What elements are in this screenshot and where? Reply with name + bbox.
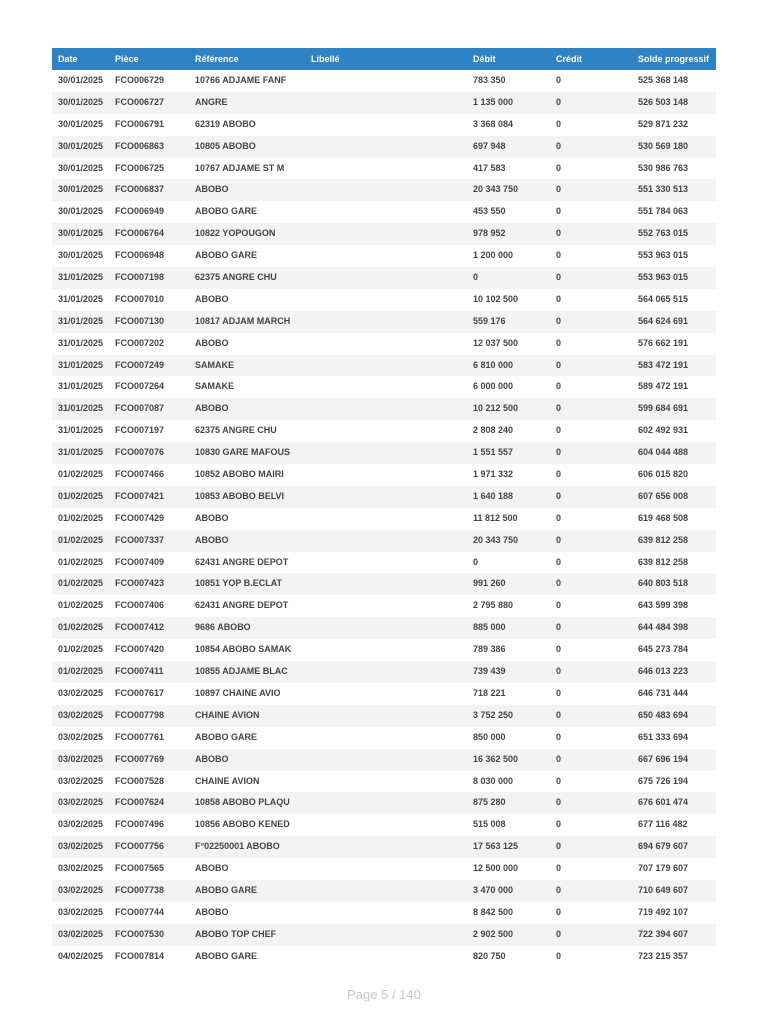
cell-debit: 12 037 500 xyxy=(473,337,519,348)
cell-solde: 643 599 398 xyxy=(638,600,689,611)
cell-solde: 719 492 107 xyxy=(638,906,689,917)
table-row xyxy=(52,902,716,924)
table-row xyxy=(52,814,716,836)
cell-date: 01/02/2025 xyxy=(58,666,104,677)
cell-credit: 0 xyxy=(556,315,562,326)
cell-reference: 62319 ABOBO xyxy=(195,118,256,129)
ledger-table xyxy=(52,48,716,968)
cell-date: 03/02/2025 xyxy=(58,775,104,786)
table-row xyxy=(52,727,716,749)
cell-solde: 607 656 008 xyxy=(638,490,689,501)
cell-reference: ABOBO xyxy=(195,906,229,917)
cell-solde: 604 044 488 xyxy=(638,447,689,458)
cell-credit: 0 xyxy=(556,666,562,677)
cell-reference: ABOBO GARE xyxy=(195,950,258,961)
cell-credit: 0 xyxy=(556,622,562,633)
cell-date: 30/01/2025 xyxy=(58,228,104,239)
cell-solde: 564 624 691 xyxy=(638,315,689,326)
cell-reference: ABOBO GARE xyxy=(195,731,258,742)
cell-reference: F°02250001 ABOBO xyxy=(195,841,280,852)
cell-date: 03/02/2025 xyxy=(58,731,104,742)
cell-reference: SAMAKE xyxy=(195,381,235,392)
cell-piece: FCO006764 xyxy=(115,228,165,239)
cell-reference: ABOBO GARE xyxy=(195,250,258,261)
cell-solde: 707 179 607 xyxy=(638,863,689,874)
cell-debit: 3 752 250 xyxy=(473,709,514,720)
cell-date: 01/02/2025 xyxy=(58,600,104,611)
cell-piece: FCO007565 xyxy=(115,863,165,874)
cell-credit: 0 xyxy=(556,884,562,895)
cell-reference: 10822 YOPOUGON xyxy=(195,228,276,239)
cell-credit: 0 xyxy=(556,600,562,611)
cell-piece: FCO007130 xyxy=(115,315,165,326)
cell-piece: FCO007412 xyxy=(115,622,165,633)
cell-reference: 10855 ADJAME BLAC xyxy=(195,666,288,677)
table-row xyxy=(52,311,716,333)
cell-reference: 10767 ADJAME ST M xyxy=(195,162,285,173)
table-row xyxy=(52,771,716,793)
cell-reference: 10897 CHAINE AVIO xyxy=(195,687,281,698)
cell-solde: 677 116 482 xyxy=(638,819,688,830)
cell-solde: 675 726 194 xyxy=(638,775,689,786)
cell-piece: FCO007076 xyxy=(115,447,165,458)
cell-debit: 0 xyxy=(473,556,479,567)
cell-piece: FCO007528 xyxy=(115,775,165,786)
table-row xyxy=(52,376,716,398)
cell-piece: FCO007420 xyxy=(115,644,165,655)
table-row xyxy=(52,705,716,727)
cell-piece: FCO007197 xyxy=(115,425,165,436)
cell-credit: 0 xyxy=(556,184,562,195)
cell-piece: FCO006949 xyxy=(115,206,165,217)
cell-date: 03/02/2025 xyxy=(58,753,104,764)
cell-debit: 6 000 000 xyxy=(473,381,514,392)
cell-solde: 676 601 474 xyxy=(638,797,689,808)
cell-debit: 3 368 084 xyxy=(473,118,514,129)
cell-debit: 0 xyxy=(473,272,479,283)
table-row xyxy=(52,836,716,858)
table-body xyxy=(52,70,716,968)
cell-piece: FCO007087 xyxy=(115,403,165,414)
table-row xyxy=(52,114,716,136)
cell-debit: 1 971 332 xyxy=(473,469,514,480)
cell-solde: 639 812 258 xyxy=(638,556,689,567)
cell-reference: 10805 ABOBO xyxy=(195,140,256,151)
cell-debit: 453 550 xyxy=(473,206,506,217)
cell-reference: ABOBO GARE xyxy=(195,884,258,895)
cell-credit: 0 xyxy=(556,906,562,917)
cell-solde: 551 784 063 xyxy=(638,206,689,217)
cell-piece: FCO007756 xyxy=(115,841,165,852)
header-credit: Crédit xyxy=(556,54,583,64)
cell-credit: 0 xyxy=(556,469,562,480)
cell-piece: FCO007530 xyxy=(115,928,165,939)
cell-reference: ABOBO xyxy=(195,534,229,545)
cell-piece: FCO007617 xyxy=(115,687,165,698)
cell-piece: FCO007010 xyxy=(115,293,165,304)
table-row xyxy=(52,595,716,617)
cell-credit: 0 xyxy=(556,753,562,764)
cell-debit: 20 343 750 xyxy=(473,534,519,545)
cell-date: 31/01/2025 xyxy=(58,381,104,392)
table-row xyxy=(52,858,716,880)
cell-date: 31/01/2025 xyxy=(58,425,104,436)
cell-credit: 0 xyxy=(556,534,562,545)
cell-credit: 0 xyxy=(556,950,562,961)
cell-date: 03/02/2025 xyxy=(58,709,104,720)
cell-debit: 515 008 xyxy=(473,819,506,830)
cell-date: 01/02/2025 xyxy=(58,556,104,567)
cell-solde: 644 484 398 xyxy=(638,622,689,633)
cell-credit: 0 xyxy=(556,140,562,151)
table-row xyxy=(52,70,716,92)
cell-debit: 1 200 000 xyxy=(473,250,514,261)
cell-solde: 639 812 258 xyxy=(638,534,689,545)
table-row xyxy=(52,245,716,267)
cell-piece: FCO007249 xyxy=(115,359,165,370)
cell-debit: 1 551 557 xyxy=(473,447,514,458)
cell-piece: FCO007814 xyxy=(115,950,165,961)
cell-credit: 0 xyxy=(556,206,562,217)
cell-credit: 0 xyxy=(556,841,562,852)
cell-reference: SAMAKE xyxy=(195,359,235,370)
cell-piece: FCO007411 xyxy=(115,666,164,677)
cell-reference: 62431 ANGRE DEPOT xyxy=(195,600,289,611)
cell-debit: 10 212 500 xyxy=(473,403,519,414)
cell-credit: 0 xyxy=(556,819,562,830)
cell-debit: 991 260 xyxy=(473,578,506,589)
cell-credit: 0 xyxy=(556,556,562,567)
cell-debit: 739 439 xyxy=(473,666,506,677)
cell-credit: 0 xyxy=(556,709,562,720)
table-row xyxy=(52,946,716,968)
cell-reference: ABOBO xyxy=(195,512,229,523)
cell-credit: 0 xyxy=(556,162,562,173)
cell-credit: 0 xyxy=(556,644,562,655)
table-header xyxy=(52,48,716,70)
cell-debit: 783 350 xyxy=(473,75,506,85)
cell-debit: 850 000 xyxy=(473,731,506,742)
cell-credit: 0 xyxy=(556,731,562,742)
cell-credit: 0 xyxy=(556,425,562,436)
page-number: Page 5 / 140 xyxy=(347,987,421,1002)
cell-solde: 645 273 784 xyxy=(638,644,689,655)
cell-credit: 0 xyxy=(556,863,562,874)
header-piece: Pièce xyxy=(115,54,139,64)
cell-date: 30/01/2025 xyxy=(58,184,104,195)
cell-solde: 619 468 508 xyxy=(638,512,689,523)
cell-piece: FCO007202 xyxy=(115,337,165,348)
table-row xyxy=(52,486,716,508)
cell-debit: 417 583 xyxy=(473,162,506,173)
header-date: Date xyxy=(58,54,78,64)
cell-reference: ABOBO xyxy=(195,753,229,764)
table-row xyxy=(52,530,716,552)
cell-date: 31/01/2025 xyxy=(58,315,104,326)
table-row xyxy=(52,267,716,289)
cell-solde: 529 871 232 xyxy=(638,118,689,129)
cell-credit: 0 xyxy=(556,490,562,501)
cell-piece: FCO006837 xyxy=(115,184,165,195)
cell-solde: 552 763 015 xyxy=(638,228,689,239)
table-row xyxy=(52,749,716,771)
cell-date: 30/01/2025 xyxy=(58,118,104,129)
cell-date: 03/02/2025 xyxy=(58,906,104,917)
table-row xyxy=(52,880,716,902)
cell-debit: 789 386 xyxy=(473,644,506,655)
cell-reference: ABOBO xyxy=(195,403,229,414)
table-row xyxy=(52,552,716,574)
cell-solde: 551 330 513 xyxy=(638,184,689,195)
cell-solde: 602 492 931 xyxy=(638,425,689,436)
table-row xyxy=(52,223,716,245)
cell-debit: 875 280 xyxy=(473,797,506,808)
cell-solde: 589 472 191 xyxy=(638,381,689,392)
cell-reference: 10852 ABOBO MAIRI xyxy=(195,469,284,480)
cell-date: 31/01/2025 xyxy=(58,293,104,304)
cell-reference: 62431 ANGRE DEPOT xyxy=(195,556,289,567)
cell-solde: 710 649 607 xyxy=(638,884,689,895)
cell-date: 30/01/2025 xyxy=(58,250,104,261)
cell-credit: 0 xyxy=(556,118,562,129)
cell-piece: FCO007409 xyxy=(115,556,165,567)
cell-credit: 0 xyxy=(556,337,562,348)
cell-date: 03/02/2025 xyxy=(58,841,104,852)
cell-reference: 62375 ANGRE CHU xyxy=(195,272,277,283)
cell-date: 31/01/2025 xyxy=(58,337,104,348)
cell-date: 01/02/2025 xyxy=(58,512,104,523)
cell-piece: FCO007264 xyxy=(115,381,165,392)
cell-reference: 10851 YOP B.ECLAT xyxy=(195,578,283,589)
table-row xyxy=(52,464,716,486)
table-row xyxy=(52,289,716,311)
cell-solde: 553 963 015 xyxy=(638,272,689,283)
cell-date: 30/01/2025 xyxy=(58,96,104,107)
cell-debit: 1 640 188 xyxy=(473,490,514,501)
table-row xyxy=(52,617,716,639)
table-row xyxy=(52,442,716,464)
cell-piece: FCO006948 xyxy=(115,250,165,261)
cell-credit: 0 xyxy=(556,293,562,304)
cell-piece: FCO007798 xyxy=(115,709,165,720)
cell-reference: 10856 ABOBO KENED xyxy=(195,819,290,830)
cell-reference: ABOBO xyxy=(195,293,229,304)
cell-date: 03/02/2025 xyxy=(58,863,104,874)
cell-date: 03/02/2025 xyxy=(58,819,104,830)
cell-credit: 0 xyxy=(556,75,562,85)
table-row xyxy=(52,201,716,223)
cell-debit: 20 343 750 xyxy=(473,184,519,195)
table-row xyxy=(52,179,716,201)
cell-date: 01/02/2025 xyxy=(58,534,104,545)
cell-date: 03/02/2025 xyxy=(58,687,104,698)
cell-piece: FCO007769 xyxy=(115,753,165,764)
cell-debit: 820 750 xyxy=(473,950,506,961)
cell-debit: 2 808 240 xyxy=(473,425,514,436)
table-row xyxy=(52,792,716,814)
cell-debit: 2 902 500 xyxy=(473,928,514,939)
cell-reference: 10830 GARE MAFOUS xyxy=(195,447,291,458)
cell-piece: FCO007761 xyxy=(115,731,165,742)
cell-solde: 576 662 191 xyxy=(638,337,689,348)
cell-date: 01/02/2025 xyxy=(58,490,104,501)
cell-date: 01/02/2025 xyxy=(58,469,104,480)
header-reference: Référence xyxy=(195,54,239,64)
cell-date: 03/02/2025 xyxy=(58,797,104,808)
cell-piece: FCO006863 xyxy=(115,140,165,151)
table-row xyxy=(52,158,716,180)
cell-piece: FCO007406 xyxy=(115,600,165,611)
cell-piece: FCO007744 xyxy=(115,906,165,917)
cell-solde: 530 569 180 xyxy=(638,140,689,151)
cell-reference: 10854 ABOBO SAMAK xyxy=(195,644,292,655)
cell-credit: 0 xyxy=(556,578,562,589)
cell-reference: ABOBO xyxy=(195,184,229,195)
cell-solde: 606 015 820 xyxy=(638,469,689,480)
cell-piece: FCO007496 xyxy=(115,819,165,830)
cell-debit: 559 176 xyxy=(473,315,506,326)
cell-piece: FCO007198 xyxy=(115,272,165,283)
cell-piece: FCO006729 xyxy=(115,75,165,85)
cell-debit: 10 102 500 xyxy=(473,293,519,304)
cell-solde: 722 394 607 xyxy=(638,928,689,939)
cell-date: 31/01/2025 xyxy=(58,447,104,458)
cell-solde: 599 684 691 xyxy=(638,403,689,414)
cell-credit: 0 xyxy=(556,687,562,698)
cell-debit: 1 135 000 xyxy=(473,96,514,107)
cell-solde: 723 215 357 xyxy=(638,950,689,961)
cell-date: 01/02/2025 xyxy=(58,578,104,589)
cell-date: 01/02/2025 xyxy=(58,622,104,633)
cell-debit: 885 000 xyxy=(473,622,506,633)
cell-solde: 553 963 015 xyxy=(638,250,689,261)
cell-piece: FCO006727 xyxy=(115,96,165,107)
table-row xyxy=(52,683,716,705)
cell-solde: 694 679 607 xyxy=(638,841,689,852)
cell-credit: 0 xyxy=(556,512,562,523)
cell-piece: FCO006725 xyxy=(115,162,165,173)
cell-piece: FCO006791 xyxy=(115,118,165,129)
cell-debit: 11 812 500 xyxy=(473,512,518,523)
cell-piece: FCO007421 xyxy=(115,490,165,501)
cell-piece: FCO007624 xyxy=(115,797,165,808)
table-row xyxy=(52,508,716,530)
cell-piece: FCO007337 xyxy=(115,534,165,545)
cell-solde: 646 731 444 xyxy=(638,687,689,698)
cell-debit: 3 470 000 xyxy=(473,884,514,895)
table-row xyxy=(52,355,716,377)
cell-debit: 17 563 125 xyxy=(473,841,519,852)
cell-solde: 646 013 223 xyxy=(638,666,689,677)
cell-credit: 0 xyxy=(556,96,562,107)
cell-credit: 0 xyxy=(556,272,562,283)
cell-credit: 0 xyxy=(556,359,562,370)
cell-credit: 0 xyxy=(556,775,562,786)
cell-date: 31/01/2025 xyxy=(58,359,104,370)
cell-reference: ANGRE xyxy=(195,96,228,107)
cell-solde: 564 065 515 xyxy=(638,293,689,304)
cell-credit: 0 xyxy=(556,250,562,261)
cell-date: 30/01/2025 xyxy=(58,140,104,151)
cell-reference: 10766 ADJAME FANF xyxy=(195,75,287,85)
cell-debit: 16 362 500 xyxy=(473,753,519,764)
cell-reference: CHAINE AVION xyxy=(195,775,260,786)
cell-solde: 667 696 194 xyxy=(638,753,689,764)
cell-credit: 0 xyxy=(556,381,562,392)
table-row xyxy=(52,136,716,158)
table-row xyxy=(52,661,716,683)
header-libelle: Libellé xyxy=(311,54,340,64)
table-row xyxy=(52,639,716,661)
cell-reference: CHAINE AVION xyxy=(195,709,260,720)
cell-piece: FCO007423 xyxy=(115,578,165,589)
cell-reference: 62375 ANGRE CHU xyxy=(195,425,277,436)
table-row xyxy=(52,92,716,114)
cell-debit: 8 030 000 xyxy=(473,775,514,786)
cell-debit: 12 500 000 xyxy=(473,863,519,874)
cell-credit: 0 xyxy=(556,797,562,808)
header-debit: Débit xyxy=(473,54,496,64)
cell-debit: 6 810 000 xyxy=(473,359,514,370)
header-solde: Solde progressif xyxy=(638,54,710,64)
cell-solde: 583 472 191 xyxy=(638,359,689,370)
cell-debit: 978 952 xyxy=(473,228,506,239)
cell-reference: 10858 ABOBO PLAQU xyxy=(195,797,290,808)
cell-reference: ABOBO GARE xyxy=(195,206,258,217)
table-row xyxy=(52,398,716,420)
cell-solde: 530 986 763 xyxy=(638,162,689,173)
cell-date: 31/01/2025 xyxy=(58,272,104,283)
cell-date: 04/02/2025 xyxy=(58,950,104,961)
cell-debit: 718 221 xyxy=(473,687,506,698)
cell-reference: 9686 ABOBO xyxy=(195,622,251,633)
cell-date: 30/01/2025 xyxy=(58,206,104,217)
table-row xyxy=(52,333,716,355)
cell-piece: FCO007429 xyxy=(115,512,165,523)
cell-date: 03/02/2025 xyxy=(58,884,104,895)
cell-date: 31/01/2025 xyxy=(58,403,104,414)
table-row xyxy=(52,420,716,442)
cell-debit: 697 948 xyxy=(473,140,506,151)
cell-credit: 0 xyxy=(556,228,562,239)
cell-solde: 640 803 518 xyxy=(638,578,689,589)
cell-reference: 10853 ABOBO BELVI xyxy=(195,490,285,501)
cell-reference: 10817 ADJAM MARCH xyxy=(195,315,291,326)
cell-debit: 8 842 500 xyxy=(473,906,514,917)
cell-date: 30/01/2025 xyxy=(58,162,104,173)
cell-credit: 0 xyxy=(556,403,562,414)
cell-piece: FCO007738 xyxy=(115,884,165,895)
cell-solde: 651 333 694 xyxy=(638,731,689,742)
cell-credit: 0 xyxy=(556,928,562,939)
cell-debit: 2 795 880 xyxy=(473,600,514,611)
cell-solde: 650 483 694 xyxy=(638,709,689,720)
table-row xyxy=(52,924,716,946)
cell-solde: 526 503 148 xyxy=(638,96,689,107)
cell-reference: ABOBO xyxy=(195,337,229,348)
cell-date: 03/02/2025 xyxy=(58,928,104,939)
table-row xyxy=(52,573,716,595)
cell-date: 01/02/2025 xyxy=(58,644,104,655)
cell-solde: 525 368 148 xyxy=(638,75,689,85)
cell-date: 30/01/2025 xyxy=(58,75,104,85)
cell-piece: FCO007466 xyxy=(115,469,165,480)
cell-reference: ABOBO TOP CHEF xyxy=(195,928,277,939)
cell-credit: 0 xyxy=(556,447,562,458)
cell-reference: ABOBO xyxy=(195,863,229,874)
